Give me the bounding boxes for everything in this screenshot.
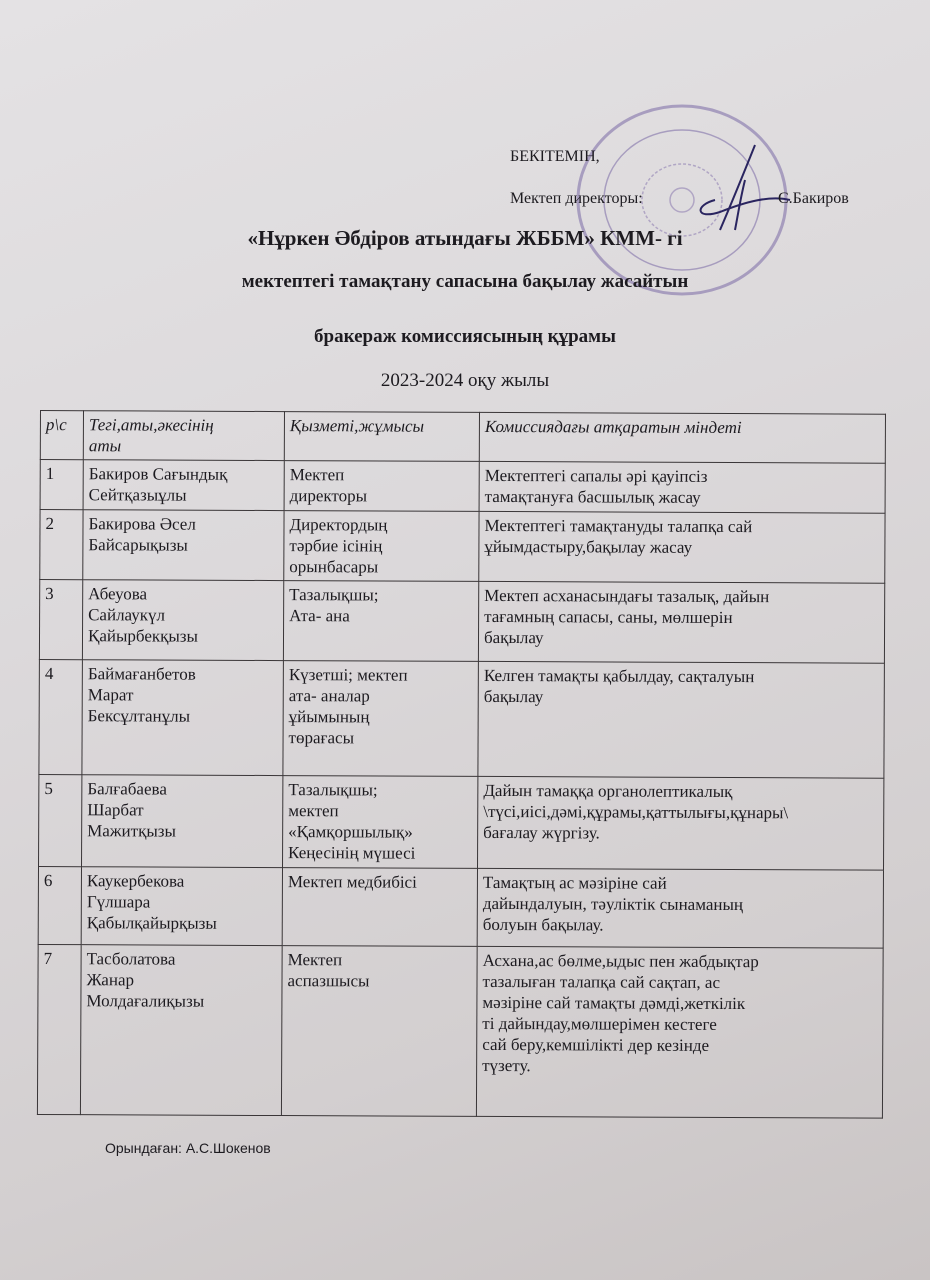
member-position: Тазалықшы; мектеп «Қамқоршылық» Кеңесінің мүшесі xyxy=(283,776,478,869)
header-position: Қызметі,жұмысы xyxy=(284,412,479,462)
row-number: 3 xyxy=(39,580,82,660)
row-number: 5 xyxy=(39,774,82,866)
member-position: Тазалықшы; Ата- ана xyxy=(283,581,478,662)
member-position: Мектеп медбибісі xyxy=(282,868,477,947)
member-duty: Дайын тамаққа органолептикалық \түсі,иісі,дәмі,құрамы,қаттылығы,құнары\ бағалау жүргізу. xyxy=(478,776,884,870)
approval-label: БЕКІТЕМІН, xyxy=(510,148,600,165)
member-name: Баймағанбетов Марат Бексұлтанұлы xyxy=(82,660,283,776)
member-name: Каукербекова Гүлшара Қабылқайырқызы xyxy=(81,867,282,946)
header-duty: Комиссиядағы атқаратын міндеті xyxy=(479,412,885,463)
row-number: 1 xyxy=(40,460,83,510)
member-duty: Мектептегі тамақтануды талапқа сай ұйымдастыру,бақылау жасау xyxy=(479,511,885,583)
table-row xyxy=(40,460,885,514)
commission-table xyxy=(37,410,886,1119)
row-number: 2 xyxy=(40,510,83,580)
member-name: Тасболатова Жанар Молдағалиқызы xyxy=(80,945,282,1116)
header-name: Тегі,аты,әкесінің аты xyxy=(83,411,284,461)
row-number: 6 xyxy=(38,866,81,944)
member-duty: Мектеп асханасындағы тазалық, дайын тағамның сапасы, саны, мөлшерін бақылау xyxy=(478,581,884,663)
member-name: Абеуова Сайлаукүл Қайырбекқызы xyxy=(82,580,283,661)
table-row xyxy=(39,774,884,870)
table-row xyxy=(39,659,884,778)
document-title-line-1: «Нұркен Әбдіров атындағы ЖББМ» КММ- гі xyxy=(247,226,683,250)
document-title-line-2: мектептегі тамақтану сапасына бақылау жасайтын xyxy=(241,271,689,292)
director-label: Мектеп директоры: xyxy=(510,190,643,207)
member-name: Бакиров Сағындық Сейтқазыұлы xyxy=(83,460,284,511)
prepared-by: Орындаған: А.С.Шокенов xyxy=(105,1140,271,1156)
academic-year: 2023-2024 оқу жылы xyxy=(380,370,550,391)
document-title-line-3: бракераж комиссиясының құрамы xyxy=(314,326,616,347)
member-position: Мектеп директоры xyxy=(284,461,479,512)
row-number: 4 xyxy=(39,659,83,774)
director-name: С.Бакиров xyxy=(778,190,849,207)
table-header-row xyxy=(40,411,885,464)
member-duty: Келген тамақты қабылдау, сақталуын бақылау xyxy=(478,661,884,778)
member-name: Балғабаева Шарбат Мажитқызы xyxy=(82,775,283,868)
member-name: Бакирова Әсел Байсарықызы xyxy=(83,510,284,581)
table-row xyxy=(38,866,883,948)
table-row xyxy=(39,580,884,664)
member-duty: Тамақтың ас мәзіріне сай дайындалуын, тәуліктік сынаманың болуын бақылау. xyxy=(477,868,883,948)
member-position: Күзетші; мектеп ата- аналар ұйымының төрағасы xyxy=(283,661,478,777)
member-position: Мектеп аспазшысы xyxy=(281,946,477,1117)
header-number: р\с xyxy=(40,411,83,460)
member-duty: Асхана,ас бөлме,ыдыс пен жабдықтар тазалыған талапқа сай сақтап, ас мәзіріне сай тамақты дәмді,жеткілік ті дайындау,мөлшерімен кестеге сай беру,кемшілікті дер кезінде түзету. xyxy=(476,946,883,1118)
table-row xyxy=(37,944,883,1118)
table-row xyxy=(40,510,885,584)
member-duty: Мектептегі сапалы әрі қауіпсіз тамақтануға басшылық жасау xyxy=(479,461,885,513)
member-position: Директордың тәрбие ісінің орынбасары xyxy=(284,511,479,582)
row-number: 7 xyxy=(37,944,81,1114)
